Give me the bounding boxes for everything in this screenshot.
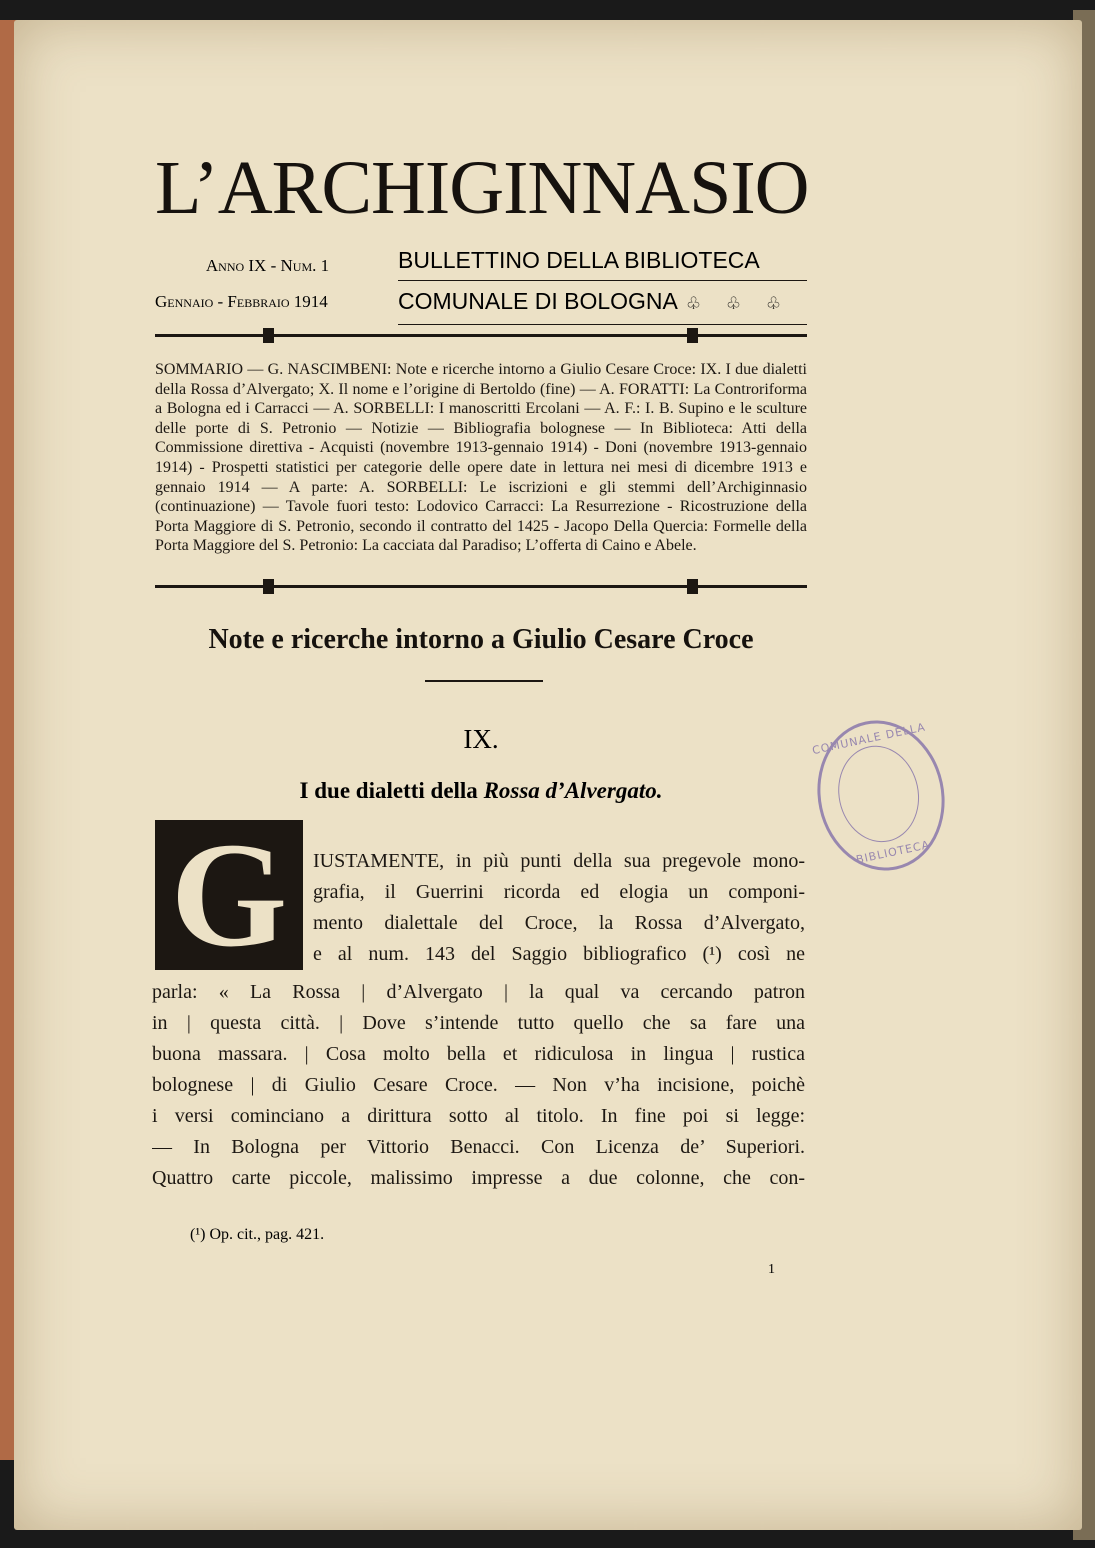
divider-rule-top <box>155 334 807 337</box>
stamp-text-top: COMUNALE DELLA <box>811 720 927 758</box>
bulletin-line-2-wrap <box>398 281 807 325</box>
body-full <box>152 977 805 1194</box>
divider-square <box>263 328 274 343</box>
section-subtitle <box>155 778 807 804</box>
footnote: (¹) Op. cit., pag. 421. <box>190 1226 325 1243</box>
body-indented <box>313 846 805 970</box>
bulletin-line-1: BULLETTINO DELLA BIBLIOTECA <box>398 240 807 281</box>
body-line: buona massara. | Cosa molto bella et ridiculosa in lingua | rustica <box>152 1043 805 1065</box>
divider-square <box>687 579 698 594</box>
issue-period: Gennaio - Febbraio 1914 <box>155 292 328 311</box>
summary-text: — G. NASCIMBENI: Note e ricerche intorno a Giulio Cesare Croce: IX. I due dialetti della Rossa d’Alvergato; X. Il nome e l’origine di Bertoldo (fine) — A. FORATTI: La Controriforma a Bologna ed i Carracci — A. SORBELLI: I manoscritti Ercolani — A. F.: I. B. Supino e le sculture delle porte di S. Petronio — Notizie — Bibliografia bolognese — In Biblioteca: Atti della Commissione direttiva - Acquisti (novembre 1913-gennaio 1914) - Doni (novembre 1913-gennaio 1914) - Prospetti statistici per categorie delle opere date in lettura nei mesi di dicembre 1913 e gennaio 1914 — A parte: A. SORBELLI: Le iscrizioni e gli stemmi dell’Archiginnasio (continuazione) — Tavole fuori testo: Lodovico Carracci: La Resurrezione - Ricostruzione della Porta Maggiore di S. Petronio, secondo il contratto del 1425 - Jacopo Della Quercia: Formelle della Porta Maggiore del S. Petronio: La cacciata dal Paradiso; L’offerta di Caino e Abele. <box>155 361 808 555</box>
body-line: grafia, il Guerrini ricorda ed elogia un componi- <box>313 881 805 903</box>
body-line: e al num. 143 del Saggio bibliografico (¹) così ne <box>313 943 805 965</box>
ornament-icon: ♧ ♧ ♧ <box>685 294 792 313</box>
subtitle-plain: I due dialetti della <box>299 778 478 803</box>
decorated-initial <box>155 812 303 978</box>
issue-info <box>155 248 380 320</box>
body-line: parla: « La Rossa | d’Alvergato | la qual va cercando patron <box>152 981 805 1003</box>
stamp-text-bottom: BIBLIOTECA <box>854 838 932 867</box>
divider-rule-bottom <box>155 585 807 588</box>
section-number: IX. <box>463 724 499 754</box>
body-line: Quattro carte piccole, malissimo impresse a due colonne, che con- <box>152 1167 805 1189</box>
body-line: — In Bologna per Vittorio Benacci. Con Licenza de’ Superiori. <box>152 1136 805 1158</box>
masthead-title: L’ARCHIGINNASIO <box>155 146 809 230</box>
body-line: bolognese | di Giulio Cesare Croce. — Non v’ha incisione, poichè <box>152 1074 805 1096</box>
stamp-inner-ring <box>829 738 927 850</box>
title-rule <box>425 680 543 682</box>
bulletin-heading <box>398 240 807 325</box>
page-number: 1 <box>768 1262 775 1277</box>
body-line: IUSTAMENTE, in più punti della sua pregevole mono- <box>313 850 805 872</box>
bulletin-line-2: COMUNALE DI BOLOGNA <box>398 288 678 314</box>
summary-label: SOMMARIO <box>155 361 244 378</box>
article-title: Note e ricerche intorno a Giulio Cesare Croce <box>208 624 754 655</box>
issue-number: Anno IX - Num. 1 <box>205 256 330 275</box>
subtitle-italic: Rossa d’Alvergato. <box>483 778 663 803</box>
body-line: i versi cominciano a dirittura sotto al titolo. In fine poi si legge: <box>152 1105 805 1127</box>
divider-square <box>263 579 274 594</box>
body-line: mento dialettale del Croce, la Rossa d’Alvergato, <box>313 912 805 934</box>
body-line: in | questa città. | Dove s’intende tutto quello che sa fare una <box>152 1012 805 1034</box>
decorated-initial-letter: G <box>170 812 288 978</box>
table-of-contents <box>155 360 807 556</box>
divider-square <box>687 328 698 343</box>
